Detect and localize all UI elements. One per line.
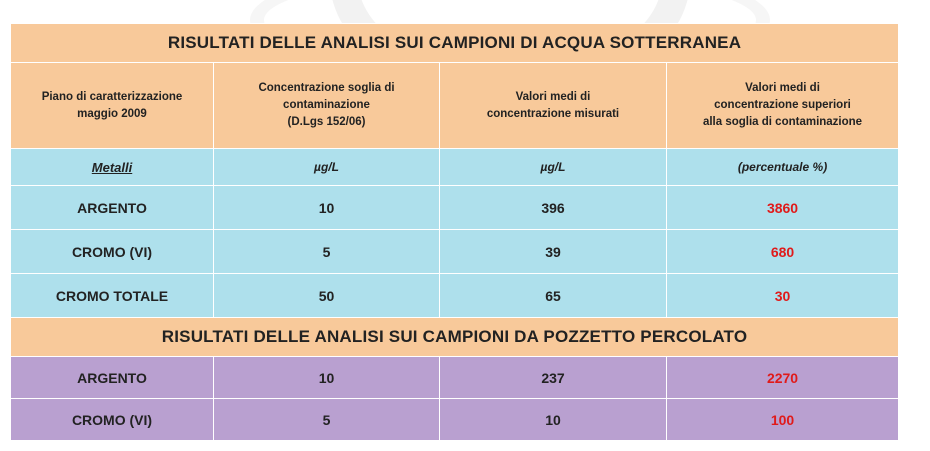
percent-value: 100 [667, 399, 899, 441]
threshold-value: 50 [214, 274, 440, 318]
metal-name: CROMO (VI) [11, 399, 214, 441]
metal-name: ARGENTO [11, 357, 214, 399]
percent-value: 3860 [667, 186, 899, 230]
percent-value: 680 [667, 230, 899, 274]
metal-name: ARGENTO [11, 186, 214, 230]
measured-unit: µg/L [440, 149, 667, 186]
threshold-value: 10 [214, 186, 440, 230]
table-row [11, 274, 899, 318]
section-title-row [11, 24, 899, 63]
table-row [11, 357, 899, 399]
section-title-row [11, 318, 899, 357]
threshold-value: 10 [214, 357, 440, 399]
leachate-section-title: RISULTATI DELLE ANALISI SUI CAMPIONI DA POZZETTO PERCOLATO [11, 318, 899, 357]
measured-value: 39 [440, 230, 667, 274]
metals-label: Metalli [11, 149, 214, 186]
percent-value: 2270 [667, 357, 899, 399]
measured-value: 396 [440, 186, 667, 230]
header-threshold: Concentrazione soglia di contaminazione (D.Lgs 152/06) [214, 63, 440, 149]
measured-value: 237 [440, 357, 667, 399]
measured-value: 10 [440, 399, 667, 441]
analysis-results-table [10, 23, 899, 441]
metal-name: CROMO TOTALE [11, 274, 214, 318]
measured-value: 65 [440, 274, 667, 318]
groundwater-section-title: RISULTATI DELLE ANALISI SUI CAMPIONI DI ACQUA SOTTERRANEA [11, 24, 899, 63]
threshold-value: 5 [214, 399, 440, 441]
header-measured: Valori medi di concentrazione misurati [440, 63, 667, 149]
header-exceedance: Valori medi di concentrazione superiori alla soglia di contaminazione [667, 63, 899, 149]
percent-unit: (percentuale %) [667, 149, 899, 186]
metal-name: CROMO (VI) [11, 230, 214, 274]
units-row [11, 149, 899, 186]
column-header-row [11, 63, 899, 149]
threshold-unit: µg/L [214, 149, 440, 186]
table-row [11, 186, 899, 230]
table-row [11, 399, 899, 441]
table-row [11, 230, 899, 274]
header-plan: Piano di caratterizzazione maggio 2009 [11, 63, 214, 149]
threshold-value: 5 [214, 230, 440, 274]
percent-value: 30 [667, 274, 899, 318]
